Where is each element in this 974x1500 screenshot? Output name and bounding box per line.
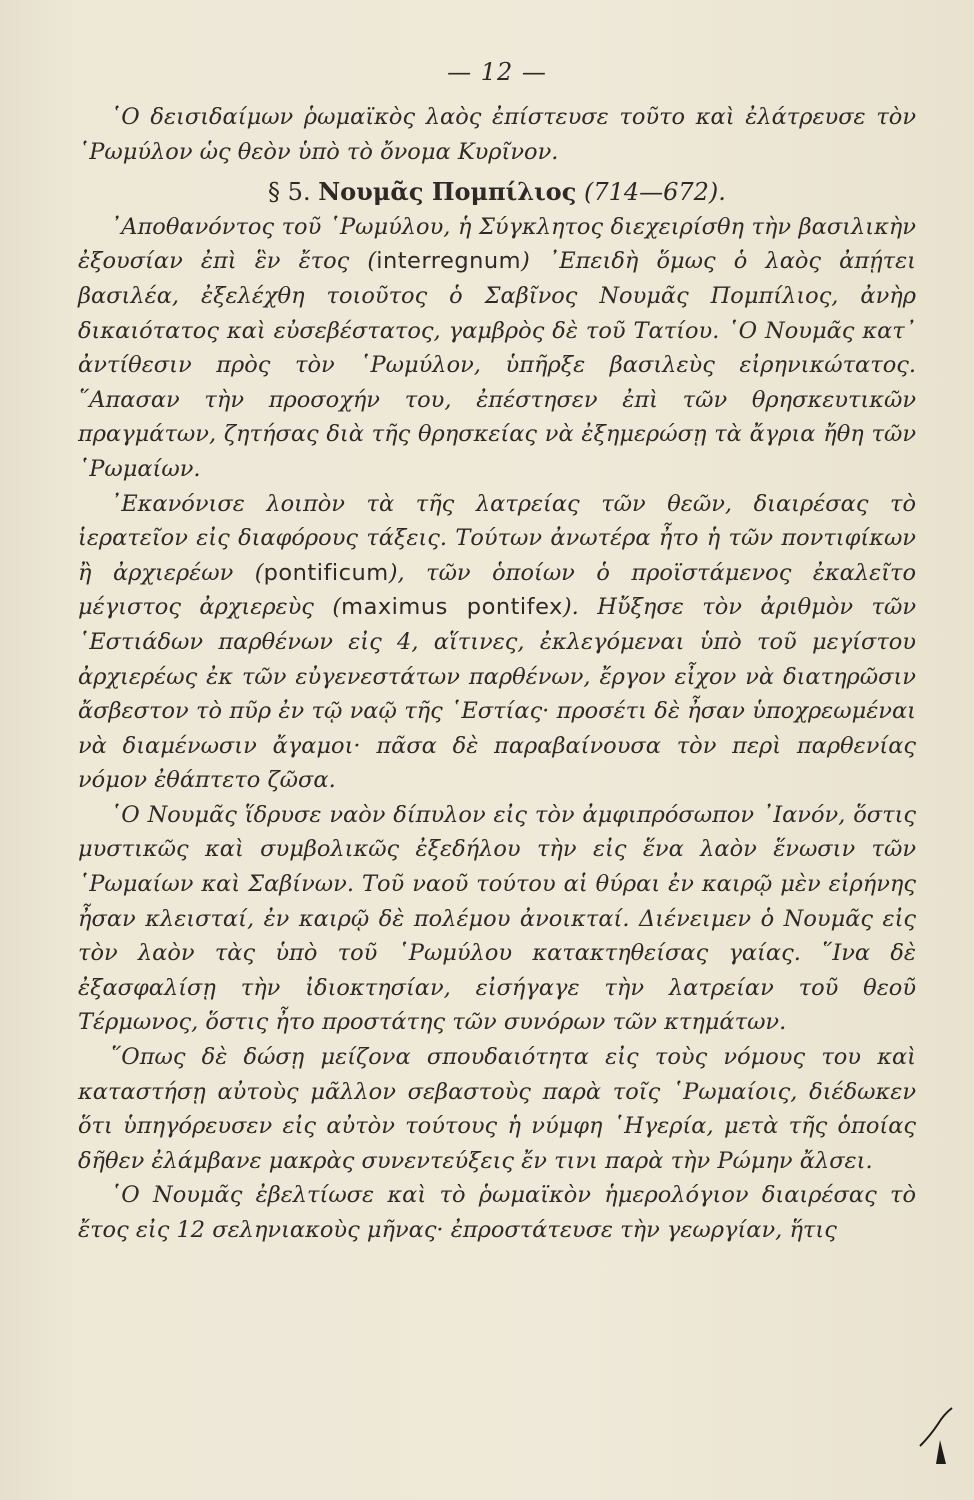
- section-dates: (714—672).: [583, 178, 726, 207]
- paragraph-numa-elected: [78, 210, 916, 487]
- paragraph-romulus-deified: ῾Ο δεισιδαίμων ῥωμαϊκὸς λαὸς ἐπίστευσε τοῦτο καὶ ἐλάτρευσε τὸν ῾Ρωμύλον ὡς θεὸν ὑπὸ τὸ ὄνομα Κυρῖνον.: [78, 104, 916, 165]
- section-number: § 5.: [268, 178, 311, 207]
- section-title: Νουμᾶς Πομπίλιος: [318, 177, 577, 207]
- paragraph-egeria: ῞Οπως δὲ δώσῃ μείζονα σπουδαιότητα εἰς τοὺς νόμους του καὶ καταστήσῃ αὐτοὺς μᾶλλον σεβαστοὺς παρὰ τοῖς ῾Ρωμαίοις, διέδωκεν ὅτι ὑπηγόρευσεν εἰς αὐτὸν τούτους ἡ νύμφη ῾Ηγερία, μετὰ τῆς ὁποίας δῆθεν ἐλάμβανε μακρὰς συνεντεύξεις ἔν τινι παρὰ τὴν Ρώμην ἄλσει.: [78, 1044, 916, 1174]
- text-run: ᾿Αποθανόντος τοῦ ῾Ρωμύλου, ἡ Σύγκλητος διεχειρίσθη τὴν βασιλικὴν ἐξουσίαν ἐπὶ ἓν ἔτος (: [78, 213, 916, 275]
- text-run: ). Ηὔξησε τὸν ἀριθμὸν τῶν ῾Εστιάδων παρθένων εἰς 4, αἵτινες, ἐκλεγόμεναι ὑπὸ τοῦ μεγίστου ἀρχιερέως ἐκ τῶν εὐγενεστάτων παρθένων, ἔργον εἶχον νὰ διατηρῶσιν ἄσβεστον τὸ πῦρ ἐν τῷ ναῷ τῆς ῾Εστίας· προσέτι δὲ ἦσαν ὑποχρεωμέναι νὰ διαμένωσιν ἄγαμοι· πᾶσα δὲ παραβαίνουσα τὸν περὶ παρθενίας νόμον ἐθάπτετο ζῶσα.: [78, 594, 916, 794]
- paragraph-calendar: ῾Ο Νουμᾶς ἐβελτίωσε καὶ τὸ ῥωμαϊκὸν ἡμερολόγιον διαιρέσας τὸ ἔτος εἰς 12 σεληνιακοὺς μῆνας· ἐπροστάτευσε τὴν γεωργίαν, ἥτις: [78, 1182, 916, 1243]
- text-run: ) ᾿Επειδὴ ὅμως ὁ λαὸς ἀπῄτει βασιλέα, ἐξελέχθη τοιοῦτος ὁ Σαβῖνος Νουμᾶς Πομπίλιος, ἀνὴρ δικαιότατος καὶ εὐσεβέστατος, γαμβρὸς δὲ τοῦ Τατίου. ῾Ο Νουμᾶς κατ᾿ ἀντίθεσιν πρὸς τὸν ῾Ρωμύλον, ὑπῆρξε βασιλεὺς εἰρηνικώτατος. ῞Απασαν τὴν προσοχήν του, ἐπέστησεν ἐπὶ τῶν θρησκευτικῶν πραγμάτων, ζητήσας διὰ τῆς θρησκείας νὰ ἐξημερώσῃ τὰ ἄγρια ἤθη τῶν ῾Ρωμαίων.: [78, 248, 916, 482]
- section-heading: [78, 175, 916, 210]
- text-run: ᾿Εκανόνισε λοιπὸν τὰ τῆς λατρείας τῶν θεῶν, διαιρέσας τὸ ἱερατεῖον εἰς διαφόρους τάξεις. Τούτων ἀνωτέρα ἦτο ἡ τῶν ποντιφίκων ἢ ἀρχιερέων (: [78, 490, 916, 586]
- paragraph-priesthood: [78, 487, 916, 798]
- latin-term-interregnum: interregnum: [376, 248, 522, 275]
- pen-scratch-mark: [916, 1406, 956, 1466]
- latin-term-maximus-pontifex: maximus pontifex: [341, 594, 563, 621]
- text-run: ), τῶν ὁποίων ὁ προϊστάμενος ἐκαλεῖτο μέγιστος ἀρχιερεὺς (: [78, 559, 917, 621]
- page-number: — 12 —: [447, 58, 547, 86]
- paragraph-janus-temple: ῾Ο Νουμᾶς ἵδρυσε ναὸν δίπυλον εἰς τὸν ἀμφιπρόσωπον ᾿Ιανόν, ὅστις μυστικῶς καὶ συμβολικῶς ἐξεδήλου τὴν εἰς ἕνα λαὸν ἕνωσιν τῶν ῾Ρωμαίων καὶ Σαβίνων. Τοῦ ναοῦ τούτου αἱ θύραι ἐν καιρῷ μὲν εἰρήνης ἦσαν κλεισταί, ἐν καιρῷ δὲ πολέμου ἀνοικταί. Διένειμεν ὁ Νουμᾶς εἰς τὸν λαὸν τὰς ὑπὸ τοῦ ῾Ρωμύλου κατακτηθείσας γαίας. ῞Ινα δὲ ἐξασφαλίσῃ τὴν ἰδιοκτησίαν, εἰσήγαγε τὴν λατρείαν τοῦ θεοῦ Τέρμωνος, ὅστις ἦτο προστάτης τῶν συνόρων τῶν κτημάτων.: [78, 801, 916, 1036]
- latin-term-pontificum: pontificum: [263, 559, 389, 586]
